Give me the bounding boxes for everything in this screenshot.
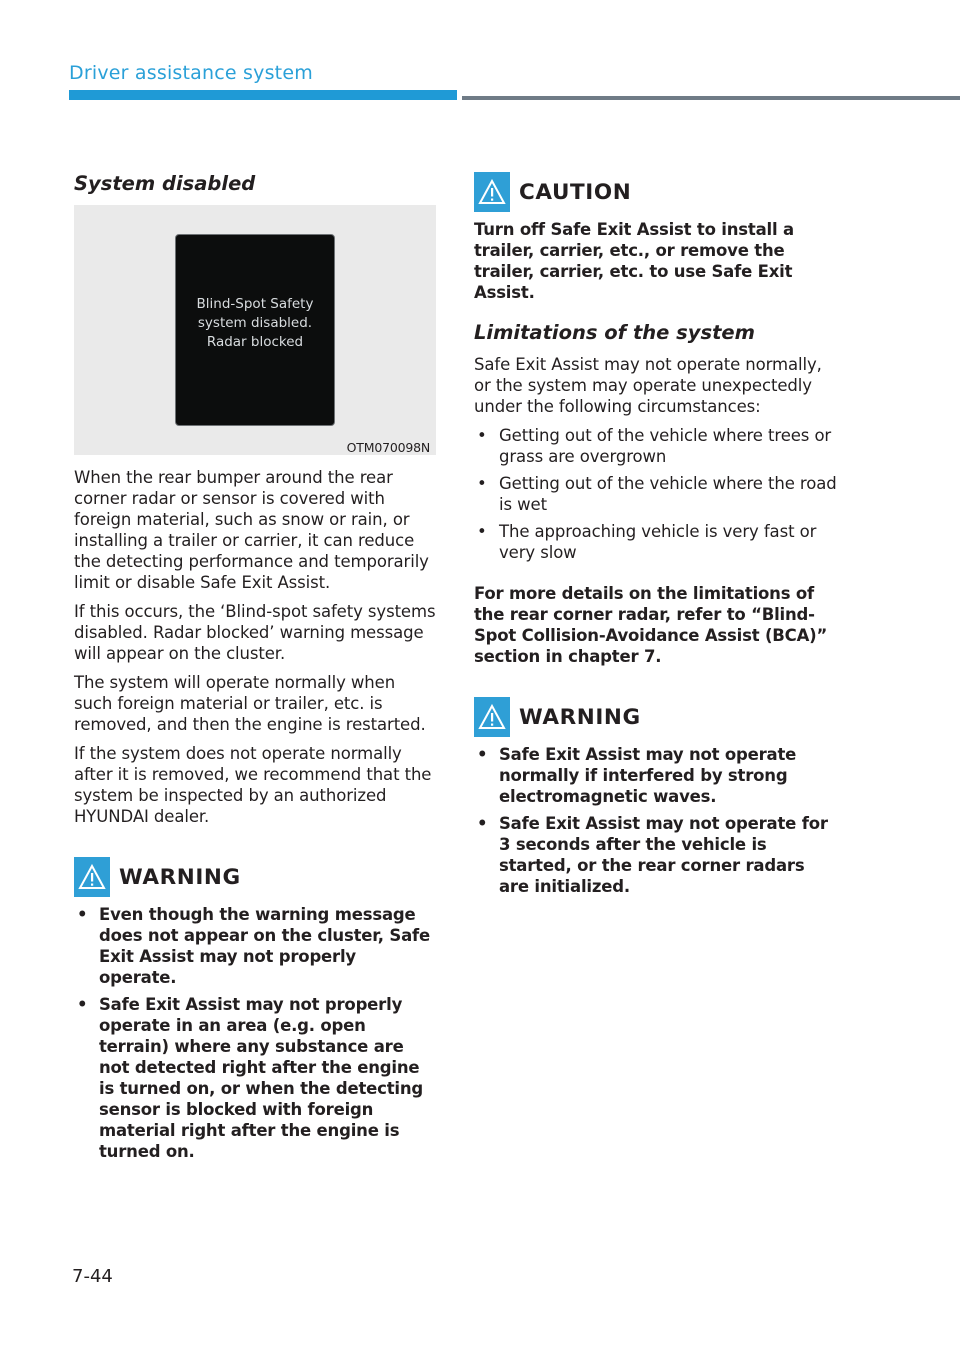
- list-item: • Safe Exit Assist may not properly operate in an area (e.g. open terrain) where any substance are not detected right after the engine is turned on, or when the detecting sensor is blocked with foreign material right after the engine is turned on.: [74, 994, 436, 1162]
- cluster-figure: [74, 205, 436, 455]
- warning-list: [474, 744, 838, 897]
- cluster-message-line: system disabled.: [197, 314, 313, 331]
- list-item: • Safe Exit Assist may not operate normally if interfered by strong electromagnetic waves.: [474, 744, 838, 807]
- cluster-message-line: Radar blocked: [206, 333, 304, 350]
- warning-title: WARNING: [119, 864, 241, 890]
- cluster-display: [175, 234, 335, 426]
- warning-box-left: [74, 857, 436, 1162]
- figure-code: OTM070098N: [346, 440, 430, 455]
- warning-box-right: [474, 697, 838, 897]
- caution-text: Turn off Safe Exit Assist to install a trailer, carrier, etc., or remove the trailer, carrier, etc. to use Safe Exit Assist.: [474, 220, 794, 302]
- limitations-intro: Safe Exit Assist may not operate normally, or the system may operate unexpectedly under the following circumstances:: [474, 355, 822, 416]
- paragraph: When the rear bumper around the rear corner radar or sensor is covered with foreign material, such as snow or rain, or installing a trailer or carrier, it can reduce the detecting performance and temporarily limit or disable Safe Exit Assist.: [74, 468, 429, 592]
- list-item: • The approaching vehicle is very fast or very slow: [474, 521, 838, 563]
- warning-triangle-icon: [474, 697, 510, 737]
- list-item: • Getting out of the vehicle where the road is wet: [474, 473, 838, 515]
- paragraph: If this occurs, the ‘Blind-spot safety systems disabled. Radar blocked’ warning message will appear on the cluster.: [74, 602, 436, 663]
- running-header: Driver assistance system: [69, 62, 313, 84]
- list-item: • Even though the warning message does not appear on the cluster, Safe Exit Assist may not properly operate.: [74, 904, 436, 988]
- caution-triangle-icon: [474, 172, 510, 212]
- caution-title: CAUTION: [519, 179, 632, 205]
- limitations-list: [474, 425, 838, 563]
- warning-list: [74, 904, 436, 1162]
- list-item: • Getting out of the vehicle where trees or grass are overgrown: [474, 425, 838, 467]
- page-number: 7-44: [72, 1266, 113, 1287]
- caution-box: [474, 172, 838, 303]
- section-title-system-disabled: System disabled: [74, 172, 256, 195]
- paragraph: The system will operate normally when such foreign material or trailer, etc. is removed, and then the engine is restarted.: [74, 673, 426, 734]
- warning-triangle-icon: [74, 857, 110, 897]
- cluster-message-line: Blind-Spot Safety: [196, 295, 314, 312]
- warning-title: WARNING: [519, 704, 641, 730]
- header-rule-gray: [462, 96, 960, 100]
- paragraph: If the system does not operate normally after it is removed, we recommend that the system be inspected by an authorized HYUNDAI dealer.: [74, 744, 432, 826]
- cluster-message: [197, 295, 314, 352]
- body-text: [74, 467, 436, 827]
- left-column: [74, 172, 436, 1170]
- limitations-note: For more details on the limitations of the rear corner radar, refer to “Blind-Spot Collision-Avoidance Assist (BCA)” section in chapter 7.: [474, 584, 828, 666]
- right-column: [474, 172, 838, 905]
- list-item: • Safe Exit Assist may not operate for 3 seconds after the vehicle is started, or the rear corner radars are initialized.: [474, 813, 838, 897]
- header-rule-accent: [69, 90, 457, 100]
- section-title-limitations: Limitations of the system: [474, 321, 755, 344]
